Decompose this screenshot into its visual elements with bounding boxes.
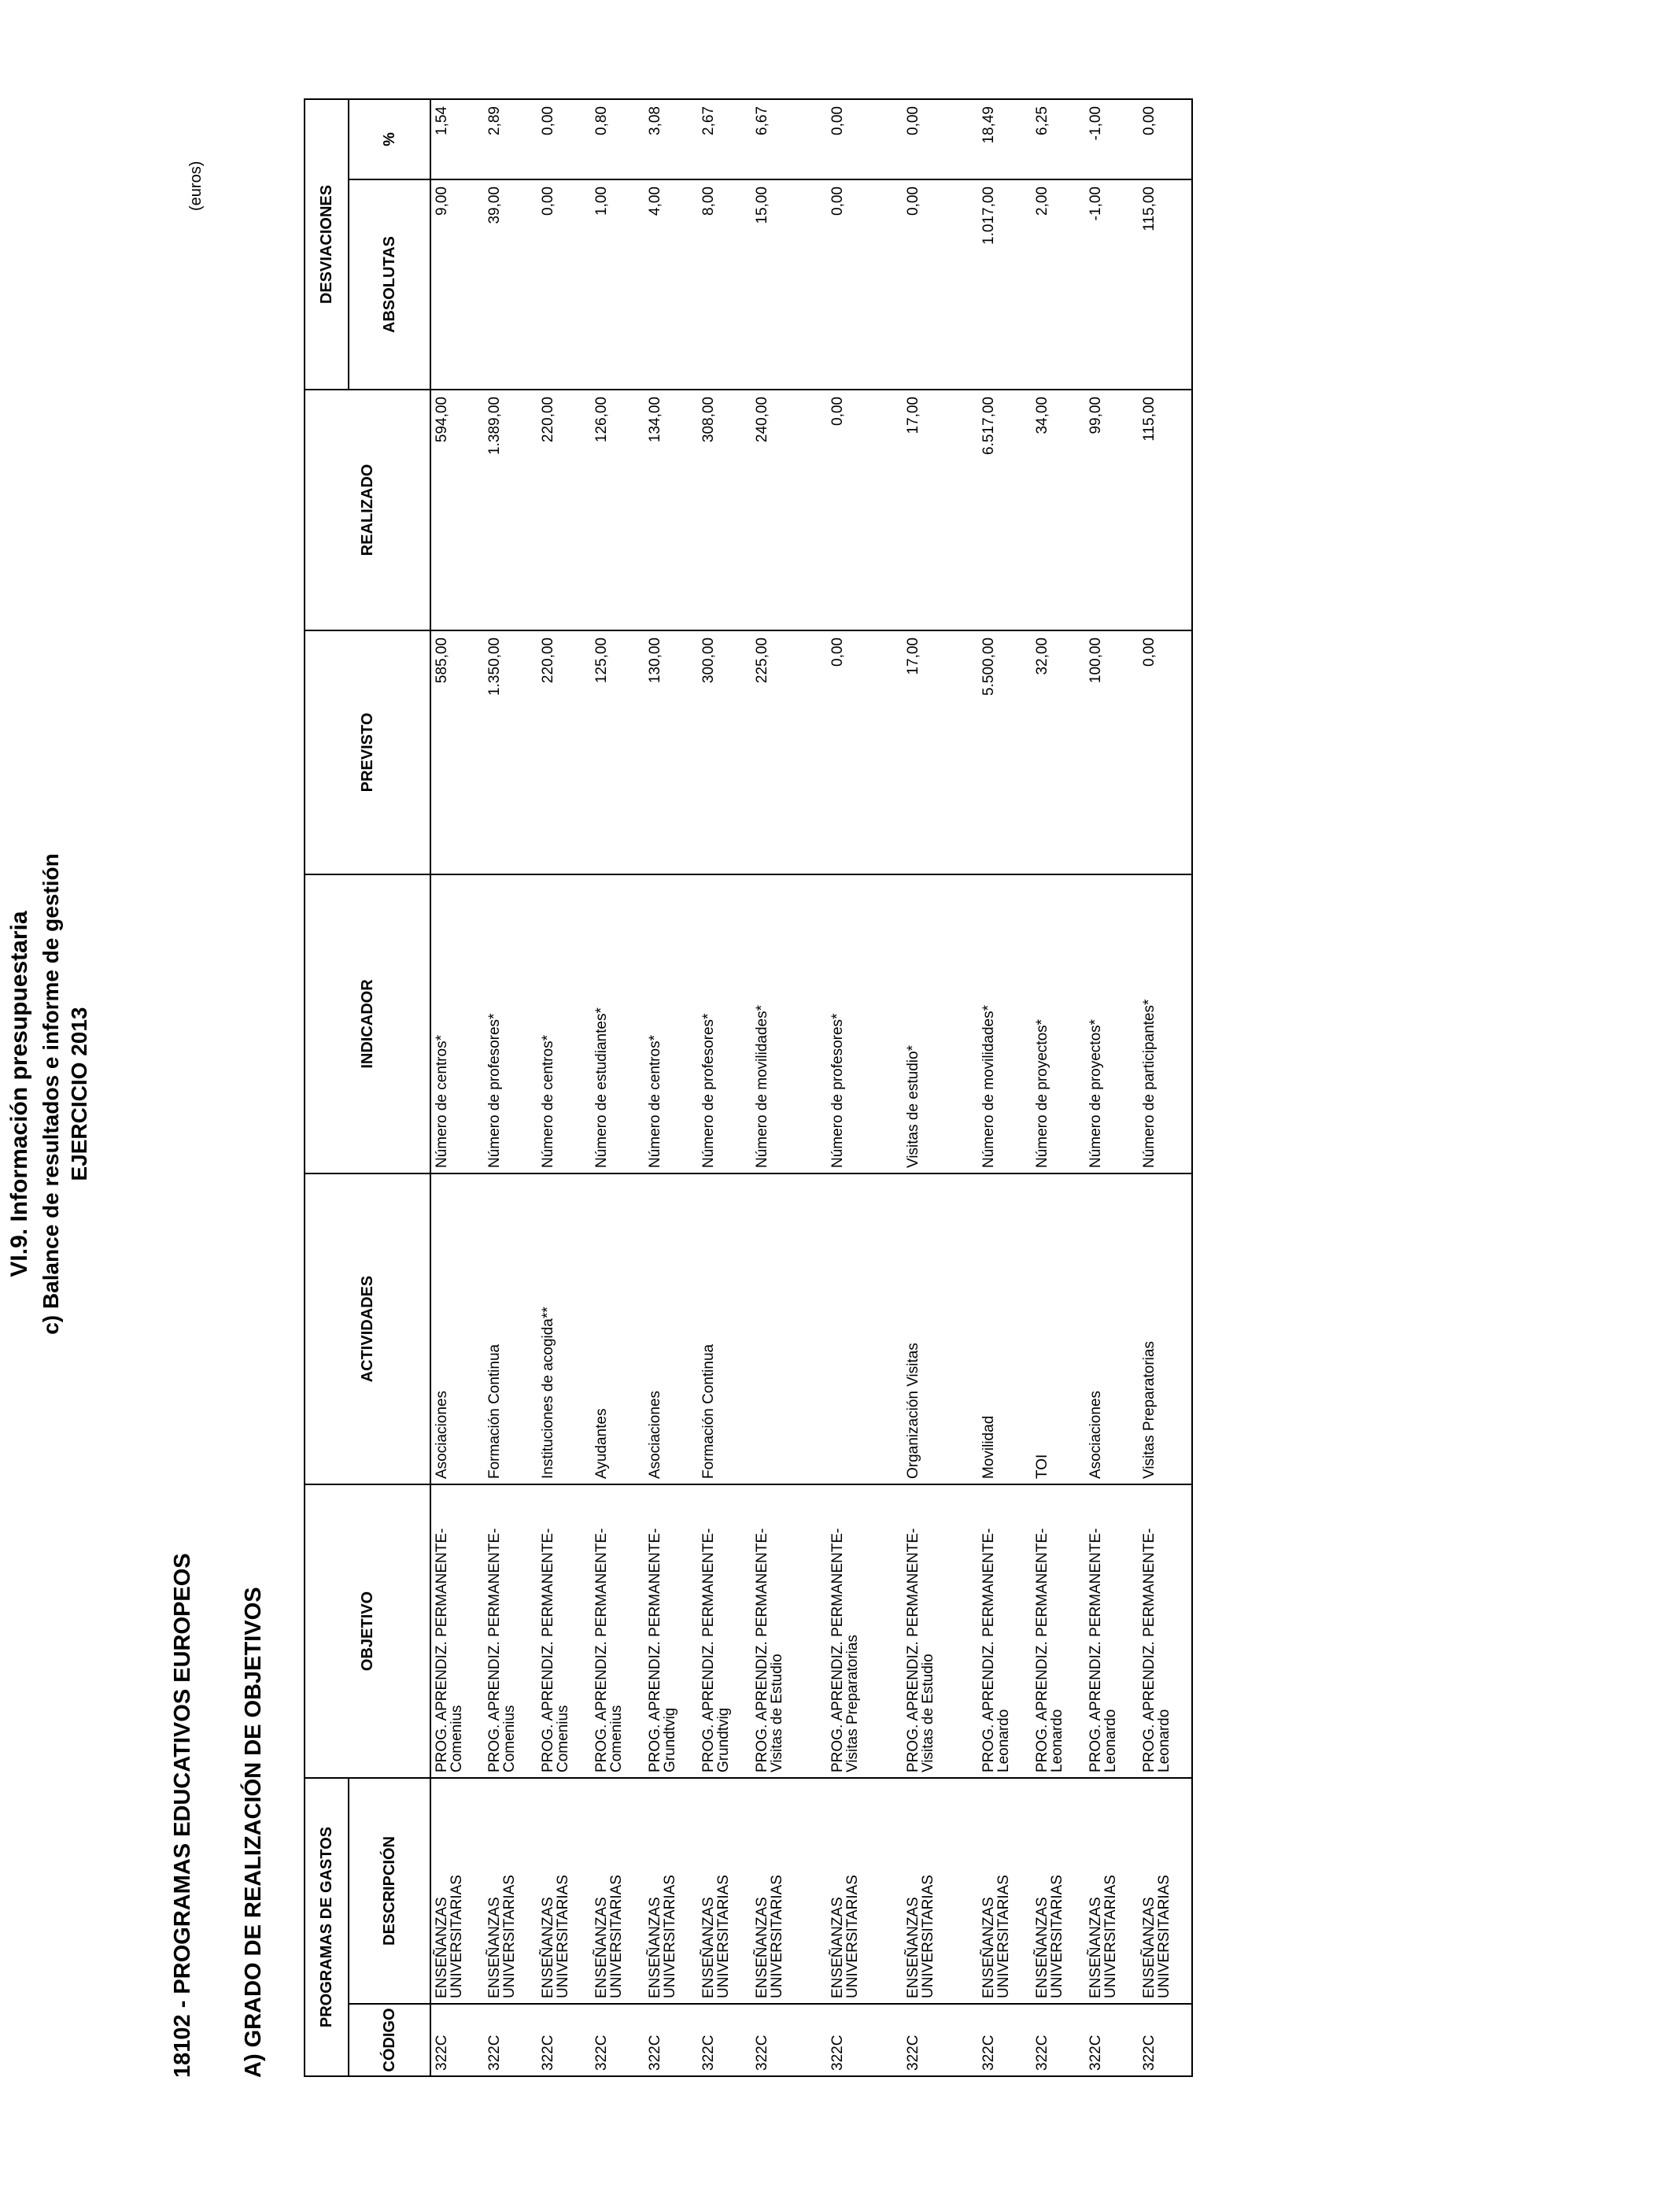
cell-realizado: 1.389,00 bbox=[484, 390, 537, 630]
col-header-absolutas: ABSOLUTAS bbox=[349, 179, 430, 390]
cell-absolutas: 8,00 bbox=[698, 179, 751, 390]
cell-indicador: Número de profesores* bbox=[827, 874, 903, 1173]
cell-actividades: Asociaciones bbox=[644, 1173, 698, 1484]
cell-previsto: 1.350,00 bbox=[484, 630, 537, 874]
cell-indicador: Número de centros* bbox=[644, 874, 698, 1173]
cell-pct: 0,00 bbox=[537, 99, 591, 179]
group-header-programas: PROGRAMAS DE GASTOS bbox=[305, 1778, 349, 2076]
col-header-codigo: CÓDIGO bbox=[349, 2004, 430, 2076]
cell-objetivo: PROG. APRENDIZ. PERMANENTE-Visitas de Estudio bbox=[751, 1484, 827, 1778]
cell-pct: 18,49 bbox=[978, 99, 1032, 179]
cell-realizado: 594,00 bbox=[430, 390, 484, 630]
cell-codigo: 322C bbox=[484, 2004, 537, 2076]
cell-absolutas: 0,00 bbox=[903, 179, 978, 390]
cell-pct: -1,00 bbox=[1085, 99, 1139, 179]
table-row bbox=[1032, 99, 1085, 2076]
cell-realizado: 0,00 bbox=[827, 390, 903, 630]
col-header-previsto: PREVISTO bbox=[305, 630, 430, 874]
table-row bbox=[978, 99, 1032, 2076]
cell-actividades: Formación Continua bbox=[484, 1173, 537, 1484]
cell-codigo: 322C bbox=[751, 2004, 827, 2076]
cell-previsto: 585,00 bbox=[430, 630, 484, 874]
cell-previsto: 17,00 bbox=[903, 630, 978, 874]
cell-descripcion: ENSEÑANZAS UNIVERSITARIAS bbox=[484, 1778, 537, 2004]
cell-absolutas: 9,00 bbox=[430, 179, 484, 390]
cell-codigo: 322C bbox=[1032, 2004, 1085, 2076]
cell-absolutas: 2,00 bbox=[1032, 179, 1085, 390]
cell-descripcion: ENSEÑANZAS UNIVERSITARIAS bbox=[1139, 1778, 1192, 2004]
objectives-table bbox=[304, 98, 1193, 2077]
cell-pct: 1,54 bbox=[430, 99, 484, 179]
cell-absolutas: 0,00 bbox=[537, 179, 591, 390]
cell-realizado: 220,00 bbox=[537, 390, 591, 630]
col-header-descripcion: DESCRIPCIÓN bbox=[349, 1778, 430, 2004]
cell-indicador: Número de estudiantes* bbox=[591, 874, 644, 1173]
cell-pct: 0,00 bbox=[827, 99, 903, 179]
cell-indicador: Número de movilidades* bbox=[978, 874, 1032, 1173]
cell-realizado: 17,00 bbox=[903, 390, 978, 630]
cell-actividades: Formación Continua bbox=[698, 1173, 751, 1484]
cell-absolutas: 4,00 bbox=[644, 179, 698, 390]
group-header-desviaciones: DESVIACIONES bbox=[305, 99, 349, 390]
cell-previsto: 220,00 bbox=[537, 630, 591, 874]
cell-absolutas: 15,00 bbox=[751, 179, 827, 390]
cell-realizado: 240,00 bbox=[751, 390, 827, 630]
cell-objetivo: PROG. APRENDIZ. PERMANENTE-Comenius bbox=[537, 1484, 591, 1778]
cell-descripcion: ENSEÑANZAS UNIVERSITARIAS bbox=[644, 1778, 698, 2004]
cell-absolutas: 1,00 bbox=[591, 179, 644, 390]
cell-pct: 2,89 bbox=[484, 99, 537, 179]
cell-codigo: 322C bbox=[698, 2004, 751, 2076]
table-row bbox=[644, 99, 698, 2076]
cell-objetivo: PROG. APRENDIZ. PERMANENTE-Comenius bbox=[484, 1484, 537, 1778]
table-row bbox=[484, 99, 537, 2076]
cell-pct: 0,80 bbox=[591, 99, 644, 179]
cell-codigo: 322C bbox=[978, 2004, 1032, 2076]
cell-absolutas: 39,00 bbox=[484, 179, 537, 390]
cell-realizado: 134,00 bbox=[644, 390, 698, 630]
cell-descripcion: ENSEÑANZAS UNIVERSITARIAS bbox=[1085, 1778, 1139, 2004]
cell-indicador: Número de centros* bbox=[537, 874, 591, 1173]
cell-indicador: Número de profesores* bbox=[698, 874, 751, 1173]
cell-previsto: 0,00 bbox=[827, 630, 903, 874]
cell-pct: 3,08 bbox=[644, 99, 698, 179]
cell-indicador: Número de centros* bbox=[430, 874, 484, 1173]
col-header-pct: % bbox=[349, 99, 430, 179]
cell-descripcion: ENSEÑANZAS UNIVERSITARIAS bbox=[978, 1778, 1032, 2004]
cell-objetivo: PROG. APRENDIZ. PERMANENTE-Visitas Preparatorias bbox=[827, 1484, 903, 1778]
cell-descripcion: ENSEÑANZAS UNIVERSITARIAS bbox=[751, 1778, 827, 2004]
cell-indicador: Número de participantes* bbox=[1139, 874, 1192, 1173]
section-heading: A) GRADO DE REALIZACIÓN DE OBJETIVOS bbox=[241, 1587, 266, 2078]
cell-descripcion: ENSEÑANZAS UNIVERSITARIAS bbox=[903, 1778, 978, 2004]
cell-descripcion: ENSEÑANZAS UNIVERSITARIAS bbox=[1032, 1778, 1085, 2004]
cell-previsto: 300,00 bbox=[698, 630, 751, 874]
cell-pct: 6,25 bbox=[1032, 99, 1085, 179]
page-subtitle: c) Balance de resultados e informe de gestión bbox=[39, 853, 63, 1335]
cell-codigo: 322C bbox=[1139, 2004, 1192, 2076]
cell-previsto: 130,00 bbox=[644, 630, 698, 874]
cell-actividades: TOI bbox=[1032, 1173, 1085, 1484]
col-header-actividades: ACTIVIDADES bbox=[305, 1173, 430, 1484]
cell-codigo: 322C bbox=[644, 2004, 698, 2076]
cell-codigo: 322C bbox=[537, 2004, 591, 2076]
cell-previsto: 5.500,00 bbox=[978, 630, 1032, 874]
cell-descripcion: ENSEÑANZAS UNIVERSITARIAS bbox=[827, 1778, 903, 2004]
cell-actividades bbox=[751, 1173, 827, 1484]
cell-objetivo: PROG. APRENDIZ. PERMANENTE-Grundtvig bbox=[698, 1484, 751, 1778]
cell-descripcion: ENSEÑANZAS UNIVERSITARIAS bbox=[591, 1778, 644, 2004]
cell-pct: 0,00 bbox=[903, 99, 978, 179]
cell-indicador: Número de proyectos* bbox=[1032, 874, 1085, 1173]
cell-objetivo: PROG. APRENDIZ. PERMANENTE-Comenius bbox=[591, 1484, 644, 1778]
cell-actividades: Ayudantes bbox=[591, 1173, 644, 1484]
table-row bbox=[430, 99, 484, 2076]
cell-absolutas: 0,00 bbox=[827, 179, 903, 390]
cell-objetivo: PROG. APRENDIZ. PERMANENTE-Leonardo bbox=[978, 1484, 1032, 1778]
cell-indicador: Visitas de estudio* bbox=[903, 874, 978, 1173]
table-row bbox=[751, 99, 827, 2076]
table-row bbox=[591, 99, 644, 2076]
cell-realizado: 115,00 bbox=[1139, 390, 1192, 630]
cell-actividades: Asociaciones bbox=[430, 1173, 484, 1484]
cell-codigo: 322C bbox=[1085, 2004, 1139, 2076]
cell-previsto: 0,00 bbox=[1139, 630, 1192, 874]
cell-descripcion: ENSEÑANZAS UNIVERSITARIAS bbox=[698, 1778, 751, 2004]
col-header-indicador: INDICADOR bbox=[305, 874, 430, 1173]
cell-actividades: Asociaciones bbox=[1085, 1173, 1139, 1484]
table-row bbox=[1139, 99, 1192, 2076]
col-header-realizado: REALIZADO bbox=[305, 390, 430, 630]
cell-previsto: 125,00 bbox=[591, 630, 644, 874]
cell-realizado: 308,00 bbox=[698, 390, 751, 630]
cell-descripcion: ENSEÑANZAS UNIVERSITARIAS bbox=[430, 1778, 484, 2004]
cell-indicador: Número de movilidades* bbox=[751, 874, 827, 1173]
cell-objetivo: PROG. APRENDIZ. PERMANENTE-Grundtvig bbox=[644, 1484, 698, 1778]
cell-absolutas: 1.017,00 bbox=[978, 179, 1032, 390]
cell-pct: 2,67 bbox=[698, 99, 751, 179]
cell-objetivo: PROG. APRENDIZ. PERMANENTE-Visitas de Estudio bbox=[903, 1484, 978, 1778]
cell-pct: 0,00 bbox=[1139, 99, 1192, 179]
cell-codigo: 322C bbox=[903, 2004, 978, 2076]
table-body bbox=[430, 99, 1192, 2076]
cell-indicador: Número de profesores* bbox=[484, 874, 537, 1173]
cell-objetivo: PROG. APRENDIZ. PERMANENTE-Leonardo bbox=[1139, 1484, 1192, 1778]
program-heading: 18102 - PROGRAMAS EDUCATIVOS EUROPEOS bbox=[170, 1553, 195, 2078]
cell-realizado: 126,00 bbox=[591, 390, 644, 630]
cell-objetivo: PROG. APRENDIZ. PERMANENTE-Leonardo bbox=[1085, 1484, 1139, 1778]
cell-codigo: 322C bbox=[827, 2004, 903, 2076]
table-row bbox=[903, 99, 978, 2076]
cell-actividades: Instituciones de acogida** bbox=[537, 1173, 591, 1484]
cell-codigo: 322C bbox=[591, 2004, 644, 2076]
cell-absolutas: 115,00 bbox=[1139, 179, 1192, 390]
cell-actividades bbox=[827, 1173, 903, 1484]
cell-indicador: Número de proyectos* bbox=[1085, 874, 1139, 1173]
cell-previsto: 225,00 bbox=[751, 630, 827, 874]
cell-pct: 6,67 bbox=[751, 99, 827, 179]
cell-actividades: Organización Visitas bbox=[903, 1173, 978, 1484]
cell-objetivo: PROG. APRENDIZ. PERMANENTE-Comenius bbox=[430, 1484, 484, 1778]
cell-objetivo: PROG. APRENDIZ. PERMANENTE-Leonardo bbox=[1032, 1484, 1085, 1778]
fiscal-year: EJERCICIO 2013 bbox=[67, 1007, 91, 1181]
cell-codigo: 322C bbox=[430, 2004, 484, 2076]
cell-actividades: Visitas Preparatorias bbox=[1139, 1173, 1192, 1484]
cell-realizado: 99,00 bbox=[1085, 390, 1139, 630]
col-header-objetivo: OBJETIVO bbox=[305, 1484, 430, 1778]
table-row bbox=[1085, 99, 1139, 2076]
table-row bbox=[827, 99, 903, 2076]
cell-previsto: 100,00 bbox=[1085, 630, 1139, 874]
cell-realizado: 6.517,00 bbox=[978, 390, 1032, 630]
cell-realizado: 34,00 bbox=[1032, 390, 1085, 630]
table-row bbox=[698, 99, 751, 2076]
table-row bbox=[537, 99, 591, 2076]
currency-unit: (euros) bbox=[187, 161, 205, 211]
cell-previsto: 32,00 bbox=[1032, 630, 1085, 874]
cell-absolutas: -1,00 bbox=[1085, 179, 1139, 390]
cell-actividades: Movilidad bbox=[978, 1173, 1032, 1484]
cell-descripcion: ENSEÑANZAS UNIVERSITARIAS bbox=[537, 1778, 591, 2004]
page-title: VI.9. Información presupuestaria bbox=[6, 911, 32, 1277]
